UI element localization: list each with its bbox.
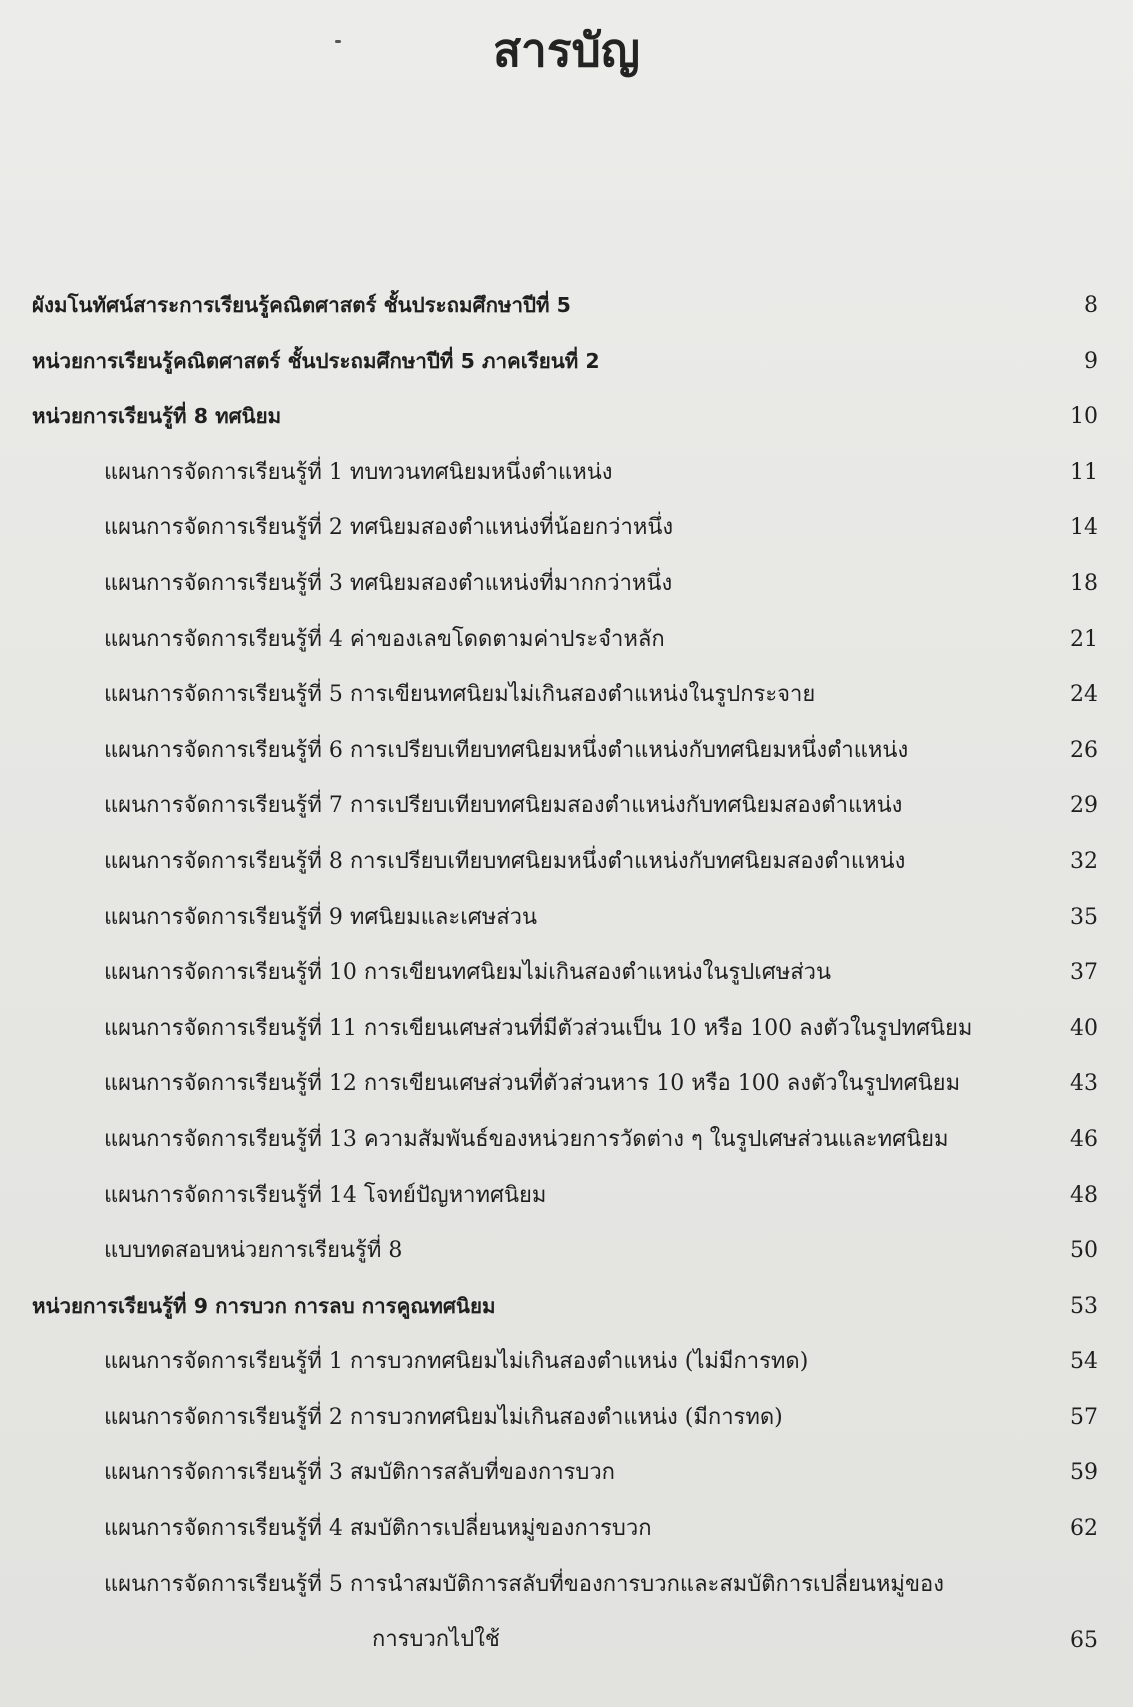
toc-entry (32, 778, 1098, 834)
toc-entry (32, 667, 1098, 723)
toc-entry-title-text: แผนการจัดการเรียนรู้ที่ 3 สมบัติการสลับที่ของการบวก (104, 1460, 616, 1486)
toc-entry-title (32, 1056, 960, 1111)
toc-section-heading (32, 334, 1098, 390)
toc-entry (32, 834, 1098, 890)
table-of-contents (32, 278, 1098, 1668)
toc-entry-title (32, 723, 908, 778)
toc-entry-title-text: แผนการจัดการเรียนรู้ที่ 2 ทศนิยมสองตำแหน่งที่น้อยกว่าหนึ่ง (104, 515, 674, 541)
toc-entry-title-continuation: การบวกไปใช้ (372, 1626, 500, 1652)
toc-entry (32, 890, 1098, 946)
toc-entry-title-text: แผนการจัดการเรียนรู้ที่ 1 ทบทวนทศนิยมหนึ่งตำแหน่ง (104, 459, 613, 485)
toc-page-number: 59 (1070, 1460, 1098, 1486)
toc-page-number: 29 (1070, 793, 1098, 819)
toc-entry-title-text: หน่วยการเรียนรู้ที่ 9 การบวก การลบ การคูณทศนิยม (32, 1293, 496, 1318)
toc-page-number: 9 (1084, 348, 1098, 374)
toc-entry-title (32, 1168, 546, 1223)
toc-entry-title-text: แบบทดสอบหน่วยการเรียนรู้ที่ 8 (104, 1238, 403, 1264)
toc-page-number: 46 (1070, 1126, 1098, 1152)
toc-entry-title-text: แผนการจัดการเรียนรู้ที่ 1 การบวกทศนิยมไม่เกินสองตำแหน่ง (ไม่มีการทด) (104, 1349, 809, 1375)
toc-entry-title (32, 1501, 652, 1556)
toc-section-heading (32, 389, 1098, 445)
toc-entry-title (32, 1557, 1024, 1667)
toc-entry (32, 500, 1098, 556)
toc-entry-title-text: ผังมโนทัศน์สาระการเรียนรู้คณิตศาสตร์ ชั้นประถมศึกษาปีที่ 5 (32, 293, 571, 317)
toc-entry (32, 1056, 1098, 1112)
toc-page-number: 26 (1070, 737, 1098, 763)
toc-entry-title (32, 1334, 808, 1389)
toc-entry-title-text: แผนการจัดการเรียนรู้ที่ 7 การเปรียบเทียบทศนิยมสองตำแหน่งกับทศนิยมสองตำแหน่ง (104, 793, 903, 819)
toc-entry (32, 556, 1098, 612)
toc-entry-title-text: แผนการจัดการเรียนรู้ที่ 3 ทศนิยมสองตำแหน่งที่มากกว่าหนึ่ง (104, 570, 673, 596)
toc-entry (32, 1445, 1098, 1501)
toc-section-heading (32, 278, 1098, 334)
toc-entry-title-text: แผนการจัดการเรียนรู้ที่ 5 การนำสมบัติการสลับที่ของการบวกและสมบัติการเปลี่ยนหมู่ของ (104, 1571, 944, 1597)
toc-page-number: 8 (1084, 293, 1098, 318)
toc-entry (32, 1557, 1098, 1668)
toc-entry-title-text: แผนการจัดการเรียนรู้ที่ 5 การเขียนทศนิยมไม่เกินสองตำแหน่งในรูปกระจาย (104, 682, 816, 708)
toc-page-number: 11 (1070, 459, 1098, 485)
toc-entry-title (32, 612, 665, 667)
toc-page-number: 48 (1070, 1182, 1098, 1208)
toc-entry-title-text: แผนการจัดการเรียนรู้ที่ 4 ค่าของเลขโดดตามค่าประจำหลัก (104, 626, 665, 652)
toc-page-number: 21 (1070, 626, 1098, 652)
toc-entry-title-text: แผนการจัดการเรียนรู้ที่ 6 การเปรียบเทียบทศนิยมหนึ่งตำแหน่งกับทศนิยมหนึ่งตำแหน่ง (104, 737, 909, 763)
toc-entry-title (32, 1112, 949, 1167)
toc-entry-title (32, 1223, 402, 1278)
toc-entry-title-text: แผนการจัดการเรียนรู้ที่ 10 การเขียนทศนิยมไม่เกินสองตำแหน่งในรูปเศษส่วน (104, 960, 832, 986)
toc-page-number: 14 (1070, 515, 1098, 541)
toc-entry-title (32, 500, 673, 555)
toc-entry (32, 1112, 1098, 1168)
toc-page-number: 50 (1070, 1238, 1098, 1264)
toc-page-number: 37 (1070, 960, 1098, 986)
toc-page-number: 10 (1070, 404, 1098, 430)
toc-entry-title (32, 1445, 615, 1500)
toc-entry-title (32, 1001, 972, 1056)
toc-page-number: 57 (1070, 1404, 1098, 1430)
toc-page-number: 54 (1070, 1349, 1098, 1375)
toc-page-number: 24 (1070, 682, 1098, 708)
toc-entry-title-text: แผนการจัดการเรียนรู้ที่ 2 การบวกทศนิยมไม่เกินสองตำแหน่ง (มีการทด) (104, 1404, 783, 1430)
page-title: สารบัญ (492, 23, 640, 77)
toc-entry-title-text: แผนการจัดการเรียนรู้ที่ 14 โจทย์ปัญหาทศนิยม (104, 1182, 547, 1208)
toc-entry-title (32, 278, 571, 333)
toc-page-number: 53 (1070, 1293, 1098, 1319)
toc-entry-title (32, 1279, 495, 1334)
toc-entry-title (32, 334, 600, 389)
toc-entry-title (32, 667, 815, 722)
toc-entry-title-text: แผนการจัดการเรียนรู้ที่ 13 ความสัมพันธ์ของหน่วยการวัดต่าง ๆ ในรูปเศษส่วนและทศนิยม (104, 1126, 949, 1152)
toc-page-number: 40 (1070, 1015, 1098, 1041)
toc-entry-title-text: หน่วยการเรียนรู้คณิตศาสตร์ ชั้นประถมศึกษาปีที่ 5 ภาคเรียนที่ 2 (32, 348, 600, 373)
toc-entry-title-text: แผนการจัดการเรียนรู้ที่ 12 การเขียนเศษส่วนที่ตัวส่วนหาร 10 หรือ 100 ลงตัวในรูปทศนิยม (104, 1071, 961, 1097)
toc-page-number: 32 (1070, 848, 1098, 874)
toc-entry (32, 1390, 1098, 1446)
toc-entry (32, 1223, 1098, 1279)
toc-entry (32, 1501, 1098, 1557)
toc-entry-title-text: แผนการจัดการเรียนรู้ที่ 8 การเปรียบเทียบทศนิยมหนึ่งตำแหน่งกับทศนิยมสองตำแหน่ง (104, 848, 906, 874)
toc-entry-title (32, 778, 902, 833)
toc-section-heading (32, 1279, 1098, 1335)
toc-page-number: 43 (1070, 1071, 1098, 1097)
toc-entry (32, 945, 1098, 1001)
toc-entry-title (32, 890, 537, 945)
toc-entry-title (32, 389, 281, 444)
toc-page-number: 65 (1070, 1627, 1098, 1653)
toc-entry-title-text: แผนการจัดการเรียนรู้ที่ 11 การเขียนเศษส่วนที่มีตัวส่วนเป็น 10 หรือ 100 ลงตัวในรูปทศนิยม (104, 1015, 973, 1041)
toc-entry (32, 1168, 1098, 1224)
toc-entry-title-text: หน่วยการเรียนรู้ที่ 8 ทศนิยม (32, 404, 282, 429)
toc-entry-title (32, 945, 831, 1000)
toc-entry (32, 1334, 1098, 1390)
toc-entry-title-text: แผนการจัดการเรียนรู้ที่ 4 สมบัติการเปลี่ยนหมู่ของการบวก (104, 1516, 652, 1542)
toc-page-number: 35 (1070, 904, 1098, 930)
toc-entry (32, 445, 1098, 501)
toc-entry (32, 723, 1098, 779)
toc-page-number: 62 (1070, 1516, 1098, 1542)
toc-entry-title (32, 1390, 783, 1445)
toc-entry-title (32, 834, 905, 889)
toc-entry-title-text: แผนการจัดการเรียนรู้ที่ 9 ทศนิยมและเศษส่วน (104, 904, 538, 930)
toc-page-number: 18 (1070, 570, 1098, 596)
toc-entry (32, 612, 1098, 668)
toc-entry-title (32, 556, 672, 611)
toc-entry (32, 1001, 1098, 1057)
toc-entry-title (32, 445, 612, 500)
